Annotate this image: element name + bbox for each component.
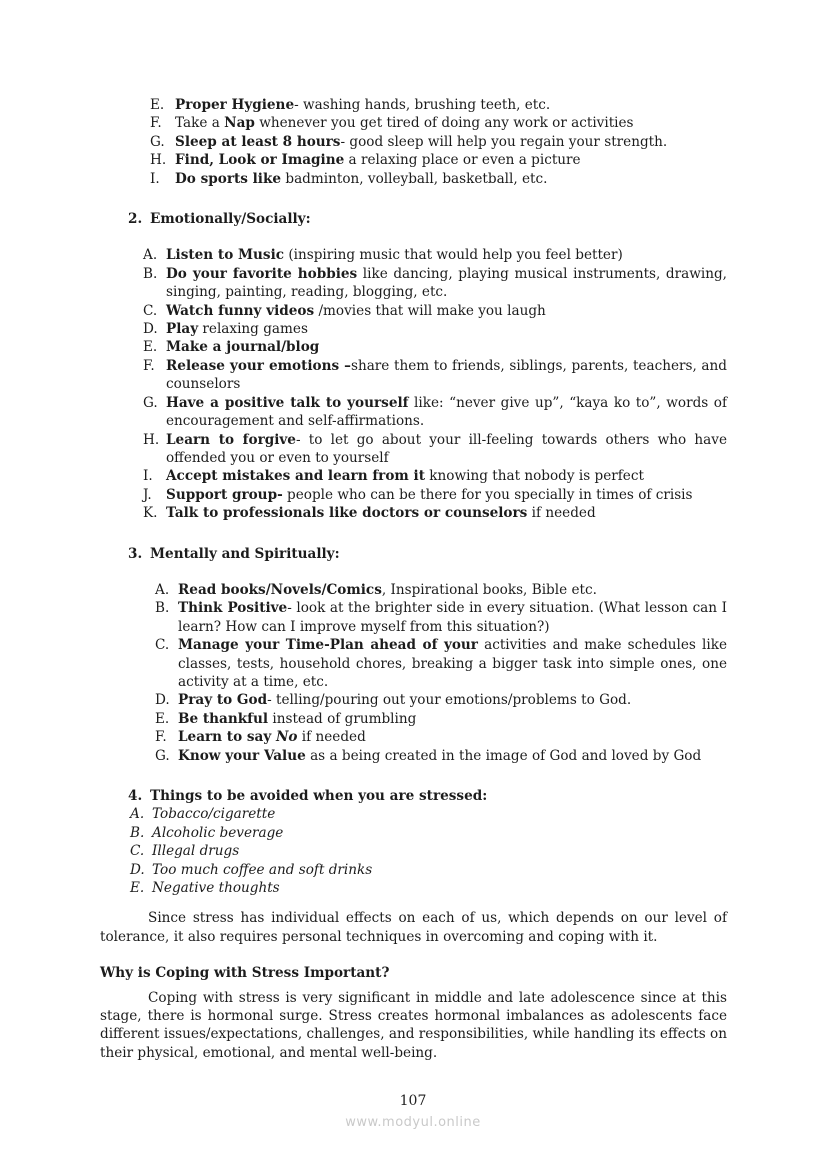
text-segment: Have a positive talk to yourself [166,394,409,411]
list-item [143,486,727,504]
emotionally-socially-list [143,246,727,522]
text-segment: Illegal drugs [152,843,240,860]
list-item-label: G. [143,394,158,411]
text-segment: Do sports like [175,170,282,187]
list-item [155,710,727,728]
text-segment: Play [166,321,199,338]
list-item-label: E. [155,710,170,727]
text-segment: Learn to forgive [166,431,296,448]
list-item [155,599,727,636]
list-item-label: F. [150,115,162,132]
list-item [150,96,727,114]
closing-paragraph: Since stress has individual effects on each of us, which depends on our level of tolerance, it also requires personal techniques in overcoming and coping with it. [100,910,727,945]
list-item-label: D. [143,321,158,338]
text-segment: like: “never give up”, “kaya ko to”, words of encouragement and self-affirmations. [166,394,727,430]
section-title: Mentally and Spiritually: [150,545,340,562]
text-segment: Alcoholic beverage [152,824,284,841]
list-item [143,357,727,394]
page-number: 107 [399,1093,427,1109]
list-item [143,302,727,320]
list-item [155,728,727,746]
text-segment: - good sleep will help you regain your strength. [340,133,668,150]
text-segment: badminton, volleyball, basketball, etc. [281,170,548,187]
text-segment: if needed [297,729,366,746]
text-segment: Proper Hygiene [175,97,295,113]
text-segment: whenever you get tired of doing any work or activities [254,115,634,132]
text-segment: Listen to Music [166,247,285,264]
list-item-label: A. [155,581,170,598]
text-segment: relaxing games [198,321,308,338]
text-segment: /movies that will make you laugh [314,302,546,319]
list-item-label: F. [155,729,167,746]
list-item-label: H. [150,152,167,169]
list-item-label: F. [143,357,155,374]
page-footer [0,1092,826,1133]
section-number: 3. [128,545,143,562]
list-item [150,151,727,169]
section-heading-things-to-avoid [128,787,727,805]
list-item [143,320,727,338]
section-heading-emotionally-socially [128,210,727,228]
page-content [100,96,727,1062]
list-item-label: B. [130,824,145,841]
text-segment: Accept mistakes and learn from it [166,468,425,485]
physical-coping-list-continued [150,96,727,188]
list-item [143,394,727,431]
list-item [155,636,727,691]
text-segment: instead of grumbling [268,710,417,727]
list-item-label: B. [155,600,170,617]
watermark: www.modyul.online [345,1115,481,1131]
text-segment: Find, Look or Imagine [175,152,345,169]
list-item-label: D. [155,692,170,709]
text-segment: Negative thoughts [152,880,280,897]
list-item-label: G. [155,747,170,764]
list-item [150,114,727,132]
text-segment: Tobacco/cigarette [152,806,276,823]
things-to-avoid-list [130,805,727,897]
list-item [150,133,727,151]
text-segment: - washing hands, brushing teeth, etc. [294,97,551,113]
text-segment: Manage your Time-Plan ahead of your [178,637,478,654]
text-segment: share them to friends, siblings, parents, teachers, and counselors [166,357,727,393]
text-segment: Sleep at least 8 hours [175,133,341,150]
text-segment: , Inspirational books, Bible etc. [381,581,597,598]
text-segment: Watch funny videos [166,302,315,319]
list-item [143,504,727,522]
list-item [143,467,727,485]
list-item-label: A. [143,247,158,264]
why-coping-heading: Why is Coping with Stress Important? [100,965,390,982]
list-item-label: C. [130,843,145,860]
list-item-label: D. [130,861,145,878]
text-segment: Be thankful [178,710,269,727]
text-segment: No [275,729,298,746]
list-item [155,691,727,709]
list-item-label: J. [143,486,152,503]
section-number: 4. [128,788,143,804]
text-segment: Think Positive [178,600,288,617]
text-segment: Pray to God [178,692,268,709]
text-segment: (inspiring music that would help you feel better) [284,247,623,264]
list-item [143,431,727,468]
mentally-spiritually-list [155,581,727,765]
text-segment: Release your emotions – [166,357,351,374]
text-segment: Know your Value [178,747,306,764]
list-item-label: I. [150,170,160,187]
list-item-label: E. [143,339,158,356]
text-segment: Read books/Novels/Comics [178,581,382,598]
text-segment: people who can be there for you specially in times of crisis [282,486,693,503]
text-segment: as a being created in the image of God and loved by God [305,747,702,764]
text-segment: - to let go about your ill-feeling towards others who have offended you or even to yourself [166,431,727,466]
list-item-label: E. [150,97,165,113]
list-item [143,338,727,356]
text-segment: Talk to professionals like doctors or counselors [166,505,528,522]
list-item [155,747,727,765]
list-item [130,861,727,879]
text-segment: Nap [224,115,255,132]
section-heading-mentally-spiritually [128,545,727,563]
list-item [130,805,727,823]
list-item-label: C. [143,302,158,319]
section-title: Emotionally/Socially: [150,211,311,228]
list-item-label: I. [143,468,153,485]
section-number: 2. [128,211,143,228]
list-item-label: A. [130,806,145,823]
body-paragraph: Coping with stress is very significant in middle and late adolescence since at this stage, there is hormonal surge. Stress creates hormonal imbalances as adolescents face different issues/expectations, challenges, and responsibilities, while handling its effects on their physical, emotional, and mental well-being. [100,989,727,1061]
list-item-label: K. [143,505,158,522]
text-segment: - telling/pouring out your emotions/problems to God. [267,692,632,709]
text-segment: Too much coffee and soft drinks [152,861,373,878]
list-item-label: G. [150,133,165,150]
text-segment: activities and make schedules like classes, tests, household chores, breaking a bigger task into simple ones, one activity at a time, etc. [178,637,727,690]
list-item-label: C. [155,637,170,654]
list-item [143,265,727,302]
list-item-label: H. [143,431,160,448]
text-segment: Learn to say [178,729,276,746]
text-segment: a relaxing place or even a picture [344,152,581,169]
list-item-label: E. [130,880,145,897]
text-segment: Do your favorite hobbies [166,265,358,282]
list-item [143,246,727,264]
list-item [130,842,727,860]
text-segment: Make a journal/blog [166,339,320,356]
list-item [155,581,727,599]
text-segment: knowing that nobody is perfect [424,468,644,485]
text-segment: like dancing, playing musical instruments, drawing, singing, painting, reading, blogging, etc. [166,265,727,301]
text-segment: Support group- [166,486,283,503]
list-item [130,824,727,842]
text-segment: Take a [175,115,225,132]
list-item [150,170,727,188]
text-segment: - look at the brighter side in every situation. (What lesson can I learn? How can I improve myself from this situation?) [178,600,727,635]
text-segment: if needed [527,505,596,522]
section-title: Things to be avoided when you are stressed: [150,788,488,804]
list-item [130,879,727,897]
list-item-label: B. [143,265,158,282]
